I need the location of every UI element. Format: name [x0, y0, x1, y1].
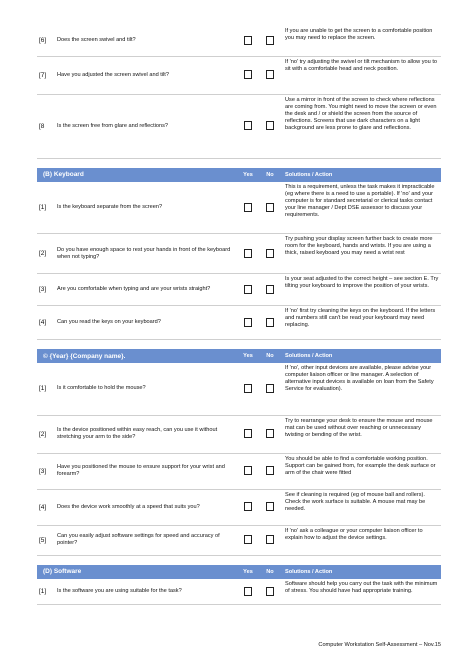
question-row	[37, 56, 441, 94]
yes-column-header: Yes	[237, 168, 259, 182]
question-text: Can you read the keys on your keyboard?	[57, 306, 237, 340]
question-row	[37, 579, 441, 605]
question-text: Have you adjusted the screen swivel and tilt?	[57, 56, 237, 94]
yes-checkbox[interactable]	[244, 384, 252, 393]
no-checkbox[interactable]	[266, 70, 274, 79]
yes-column-header: Yes	[237, 349, 259, 363]
question-text: Do you have enough space to rest your hands in front of the keyboard when not typing?	[57, 234, 237, 274]
yes-checkbox[interactable]	[244, 203, 252, 212]
question-number: [2]	[37, 415, 57, 453]
no-checkbox[interactable]	[266, 502, 274, 511]
yes-checkbox[interactable]	[244, 121, 252, 130]
yes-checkbox[interactable]	[244, 36, 252, 45]
yes-checkbox[interactable]	[244, 502, 252, 511]
question-text: Are you comfortable when typing and are your wrists straight?	[57, 274, 237, 306]
no-checkbox[interactable]	[266, 121, 274, 130]
solution-text: This is a requirement, unless the task makes it impracticable (eg where there is a need to use a portable). If 'no' and your computer is for standard secretarial or clerical tasks contact your line manager / Dept DSE assessor to discuss your requirements.	[281, 182, 441, 234]
page-footer: Computer Workstation Self-Assessment – Nov.15	[318, 642, 441, 648]
question-text: Does the screen swivel and tilt?	[57, 26, 237, 56]
yes-checkbox[interactable]	[244, 249, 252, 258]
question-row	[37, 26, 441, 56]
yes-checkbox[interactable]	[244, 70, 252, 79]
solution-text: Try to rearrange your desk to ensure the mouse and mouse mat can be used without over reaching or unnecessary twisting or bending of the wrist.	[281, 415, 441, 453]
question-number: [3]	[37, 453, 57, 489]
solutions-column-header: Solutions / Action	[281, 565, 441, 579]
question-row	[37, 415, 441, 453]
solution-text: If 'no' first try cleaning the keys on the keyboard. If the letters and numbers still can't be read your keyboard may need replacing.	[281, 306, 441, 340]
solution-text: Is your seat adjusted to the correct height – see section E. Try tilting your keyboard to improve the position of your wrists.	[281, 274, 441, 306]
yes-checkbox[interactable]	[244, 466, 252, 475]
section-header-keyboard	[37, 168, 441, 182]
yes-checkbox[interactable]	[244, 587, 252, 596]
solution-text: Software should help you carry out the task with the minimum of stress. You should have had appropriate training.	[281, 579, 441, 605]
section-title: © {Year} {Company name}.	[37, 349, 237, 363]
no-checkbox[interactable]	[266, 429, 274, 438]
yes-checkbox[interactable]	[244, 429, 252, 438]
question-text: Is it comfortable to hold the mouse?	[57, 363, 237, 415]
no-checkbox[interactable]	[266, 318, 274, 327]
yes-checkbox[interactable]	[244, 535, 252, 544]
question-number: [4]	[37, 489, 57, 525]
question-number: [3]	[37, 274, 57, 306]
yes-checkbox[interactable]	[244, 318, 252, 327]
question-row	[37, 182, 441, 234]
question-text: Is the screen free from glare and reflections?	[57, 94, 237, 158]
no-checkbox[interactable]	[266, 384, 274, 393]
yes-checkbox[interactable]	[244, 285, 252, 294]
question-row	[37, 94, 441, 158]
question-number: [8	[37, 94, 57, 158]
section-title: (B) Keyboard	[37, 168, 237, 182]
solution-text: If you are unable to get the screen to a comfortable position you may need to replace the screen.	[281, 26, 441, 56]
assessment-table	[37, 26, 441, 605]
no-checkbox[interactable]	[266, 36, 274, 45]
section-header-mouse	[37, 349, 441, 363]
solution-text: See if cleaning is required (eg of mouse ball and rollers). Check the work surface is suitable. A mouse mat may be needed.	[281, 489, 441, 525]
question-number: [4]	[37, 306, 57, 340]
question-text: Is the keyboard separate from the screen?	[57, 182, 237, 234]
solution-text: If 'no' try adjusting the swivel or tilt mechanism to allow you to sit with a comfortable head and neck position.	[281, 56, 441, 94]
question-number: [1]	[37, 579, 57, 605]
no-column-header: No	[259, 565, 281, 579]
no-checkbox[interactable]	[266, 203, 274, 212]
section-header-software	[37, 565, 441, 579]
question-row	[37, 274, 441, 306]
solution-text: Use a mirror in front of the screen to check where reflections are coming from. You might need to move the screen or even the desk and / or shield the screen from the source of reflections. Screens that use dark characters on a light background are less prone to glare and reflections.	[281, 94, 441, 158]
no-checkbox[interactable]	[266, 466, 274, 475]
solution-text: If 'no' ask a colleague or your computer liaison officer to explain how to adjust the device settings.	[281, 525, 441, 555]
question-text: Can you easily adjust software settings for speed and accuracy of pointer?	[57, 525, 237, 555]
no-column-header: No	[259, 349, 281, 363]
question-row	[37, 363, 441, 415]
question-row	[37, 525, 441, 555]
no-checkbox[interactable]	[266, 285, 274, 294]
question-number: [1]	[37, 363, 57, 415]
question-number: [2]	[37, 234, 57, 274]
question-text: Is the software you are using suitable for the task?	[57, 579, 237, 605]
question-row	[37, 489, 441, 525]
question-row	[37, 234, 441, 274]
no-checkbox[interactable]	[266, 249, 274, 258]
question-text: Does the device work smoothly at a speed that suits you?	[57, 489, 237, 525]
solutions-column-header: Solutions / Action	[281, 168, 441, 182]
solutions-column-header: Solutions / Action	[281, 349, 441, 363]
question-text: Have you positioned the mouse to ensure support for your wrist and forearm?	[57, 453, 237, 489]
solution-text: Try pushing your display screen further back to create more room for the keyboard, hands and wrists. If you are using a thick, raised keyboard you may need a wrist rest	[281, 234, 441, 274]
question-row	[37, 453, 441, 489]
question-number: [5]	[37, 525, 57, 555]
question-number: [1]	[37, 182, 57, 234]
question-text: Is the device positioned within easy reach, can you use it without stretching your arm to the side?	[57, 415, 237, 453]
no-column-header: No	[259, 168, 281, 182]
question-number: [7]	[37, 56, 57, 94]
no-checkbox[interactable]	[266, 587, 274, 596]
section-title: (D) Software	[37, 565, 237, 579]
question-number: [6]	[37, 26, 57, 56]
no-checkbox[interactable]	[266, 535, 274, 544]
yes-column-header: Yes	[237, 565, 259, 579]
solution-text: You should be able to find a comfortable working position. Support can be gained from, for example the desk surface or arm of the chair were fitted	[281, 453, 441, 489]
solution-text: If 'no', other input devices are available, please advise your computer liaison officer or line manager. A selection of alternative input devices is available on loan from the Safety Service for evaluation).	[281, 363, 441, 415]
question-row	[37, 306, 441, 340]
